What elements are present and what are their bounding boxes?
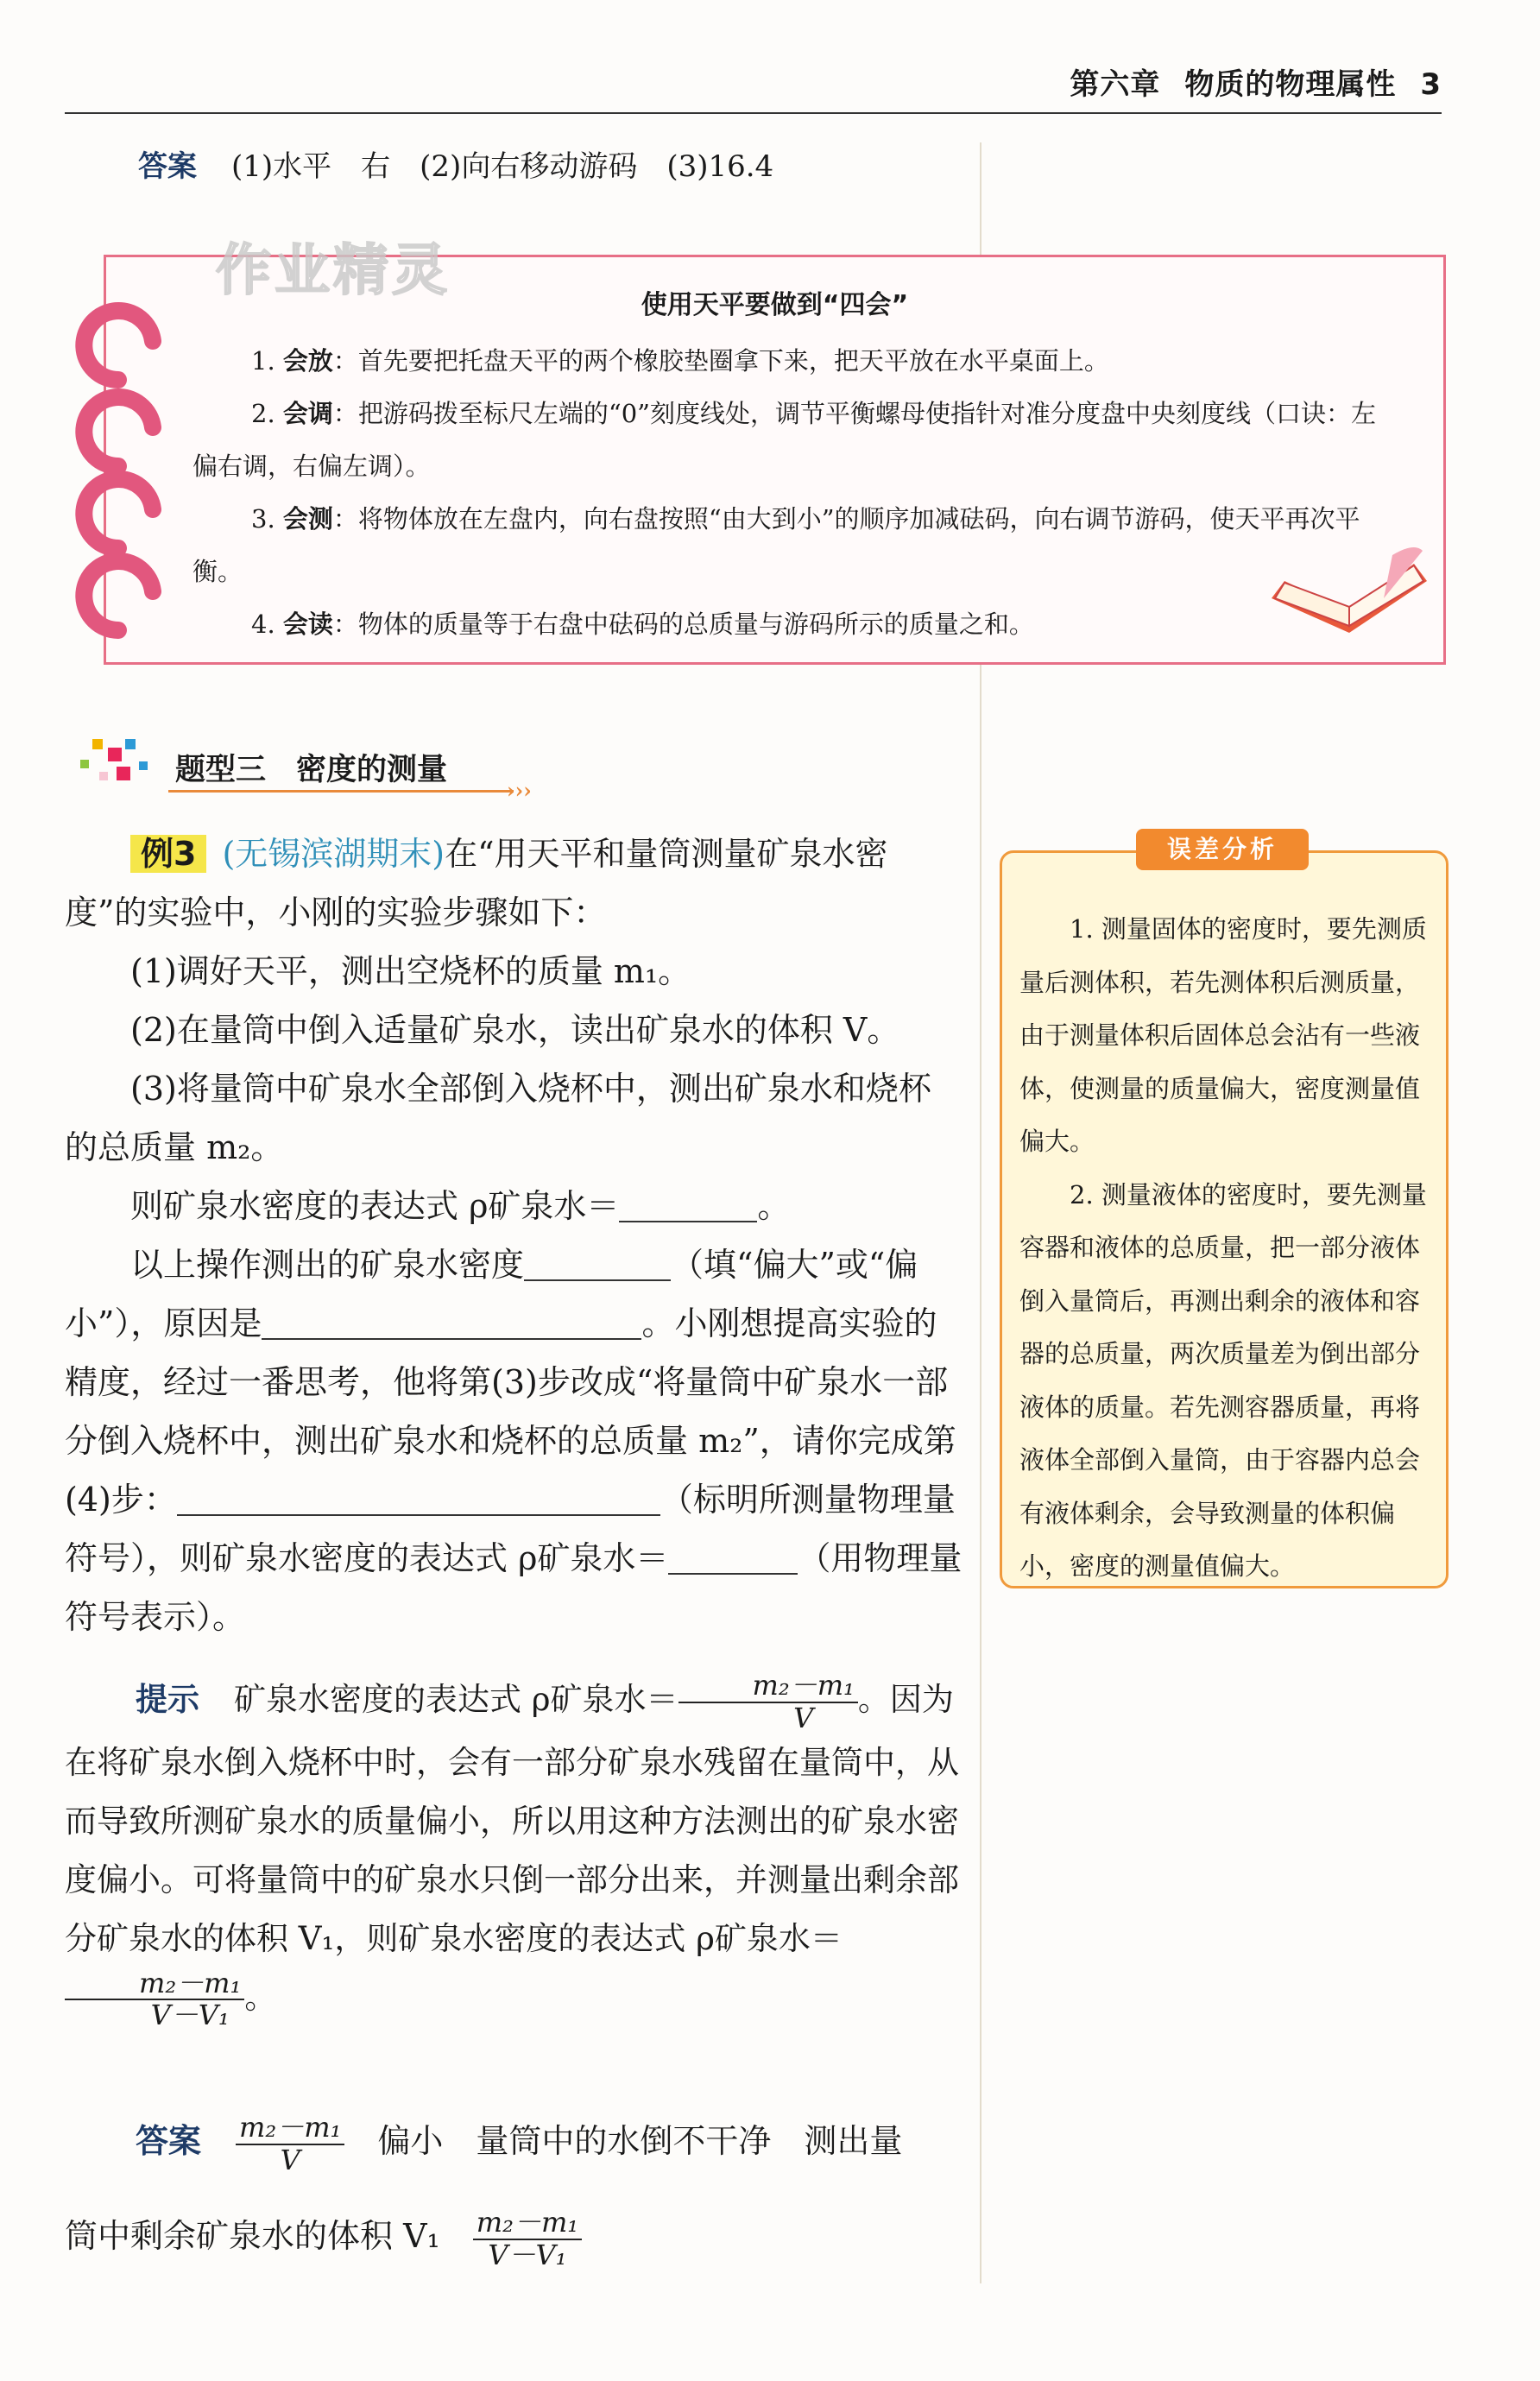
example-intro-text: 在“用天平和量筒测量矿泉水密度”的实验中，小刚的实验步骤如下： xyxy=(65,835,888,932)
q2-text: 以上操作测出的矿泉水密度 xyxy=(130,1246,525,1284)
formula-numerator: m₂－m₁ xyxy=(236,2113,344,2144)
formula-numerator: m₂－m₁ xyxy=(473,2207,582,2239)
q2-text: （填“偏大”或“偏小”），原因是 xyxy=(65,1246,918,1342)
page-header xyxy=(65,54,1442,114)
example-3 xyxy=(65,824,962,1646)
open-book-icon xyxy=(1263,546,1436,659)
tip-item xyxy=(192,388,1392,493)
tip-item xyxy=(192,493,1392,598)
example-step: (2)在量筒中倒入适量矿泉水，读出矿泉水的体积 V。 xyxy=(130,1011,900,1049)
formula-denominator: V xyxy=(280,2143,300,2176)
q1-text: 则矿泉水密度的表达式 ρ矿泉水＝ xyxy=(130,1187,620,1225)
hint-text: 。 xyxy=(244,1978,277,2016)
answer-text: (1)水平 右 (2)向右移动游码 (3)16.4 xyxy=(231,149,774,184)
tip-text: ：将物体放在左盘内，向右盘按照“由大到小”的顺序加减砝码，向右调节游码，使天平再次平衡。 xyxy=(192,504,1360,586)
q2-text: （标明所测量物理量符号），则矿泉水密度的表达式 ρ矿泉水＝ xyxy=(65,1481,956,1577)
example-step: (3)将量筒中矿泉水全部倒入烧杯中，测出矿泉水和烧杯的总质量 m₂。 xyxy=(65,1070,931,1166)
hint xyxy=(65,1670,971,2030)
hint-text: 矿泉水密度的表达式 ρ矿泉水＝ xyxy=(234,1681,678,1718)
binder-ring-icon xyxy=(62,544,164,646)
answer-blank[interactable] xyxy=(524,1245,671,1281)
tip-num: 2. xyxy=(251,399,275,428)
chapter-label: 第六章 xyxy=(1070,67,1161,102)
q1-end: 。 xyxy=(757,1187,791,1225)
q2-text: （用物理量符号表示）。 xyxy=(65,1539,962,1636)
section-underline xyxy=(168,790,514,793)
question-2 xyxy=(65,1235,962,1646)
tip-item xyxy=(192,335,1392,388)
hint-paragraph xyxy=(65,1670,971,2030)
tip-num: 3. xyxy=(251,504,275,534)
watermark: 作业精灵 xyxy=(216,239,451,303)
answer-text: 偏小 量筒中的水倒不干净 测出量 xyxy=(377,2122,903,2160)
tip-keyword: 会测 xyxy=(282,504,333,534)
answer-blank[interactable] xyxy=(619,1186,757,1222)
tip-keyword: 会读 xyxy=(282,609,333,639)
answer-1 xyxy=(138,142,773,185)
tip-keyword: 会调 xyxy=(282,399,333,428)
hint-text: 。因为在将矿泉水倒入烧杯中时，会有一部分矿泉水残留在量筒中，从而导致所测矿泉水的质量偏小，所以用这种方法测出的矿泉水密度偏小。可将量筒中的矿泉水只倒一部分出来，并测量出剩余部分矿泉水的体积 V₁，则矿泉水密度的表达式 ρ矿泉水＝ xyxy=(65,1681,959,1957)
formula-numerator: m₂－m₁ xyxy=(678,1670,858,1702)
page-number: 3 xyxy=(1420,67,1442,102)
tip-keyword: 会放 xyxy=(282,346,333,376)
question-1 xyxy=(65,1177,962,1235)
density-formula xyxy=(678,1670,858,1733)
formula-denominator: V xyxy=(793,1701,814,1734)
header-text xyxy=(1045,60,1442,103)
error-analysis-box xyxy=(1000,835,1448,1588)
example-source: (无锡滨湖期末) xyxy=(222,835,445,873)
tip-title: 使用天平要做到“四会” xyxy=(641,290,909,320)
tip-item xyxy=(192,598,1392,651)
answer-line xyxy=(65,2094,971,2188)
section-arrows: ››› xyxy=(507,778,532,803)
density-formula xyxy=(65,1968,244,2030)
example-intro xyxy=(65,824,962,942)
answer-blank[interactable] xyxy=(262,1304,641,1340)
density-formula xyxy=(236,2113,344,2175)
answer-line xyxy=(65,2188,971,2283)
side-paragraph: 1. 测量固体的密度时，要先测质量后测体积，若先测体积后测质量，由于测量体积后固体总会沾有一些液体，使测量的质量偏大，密度测量值偏大。 xyxy=(1019,914,1427,1156)
formula-numerator: m₂－m₁ xyxy=(65,1968,244,2000)
pixel-decoration-icon xyxy=(65,732,160,793)
header-rule xyxy=(65,112,1442,114)
side-paragraph: 2. 测量液体的密度时，要先测量容器和液体的总质量，把一部分液体倒入量筒后，再测出剩余的液体和容器的总质量，两次质量差为倒出部分液体的质量。若先测容器质量，再将液体全部倒入量筒，由于容器内总会有液体剩余，会导致测量的体积偏小，密度的测量值偏大。 xyxy=(1019,1179,1427,1581)
density-formula xyxy=(473,2207,582,2270)
example-step: (1)调好天平，测出空烧杯的质量 m₁。 xyxy=(130,952,691,990)
answer-blank[interactable] xyxy=(177,1480,660,1516)
tip-text: ：把游码拨至标尺左端的“0”刻度线处，调节平衡螺母使指针对准分度盘中央刻度线（口诀：左偏右调，右偏左调）。 xyxy=(192,399,1377,481)
answer-label: 答案 xyxy=(138,149,197,184)
side-tag: 误差分析 xyxy=(1136,829,1309,870)
tip-box xyxy=(104,255,1446,665)
side-text xyxy=(1019,903,1430,1594)
answer-blank[interactable] xyxy=(668,1538,798,1575)
tip-num: 4. xyxy=(251,609,275,639)
answer-label: 答案 xyxy=(136,2122,202,2160)
answer-text: 筒中剩余矿泉水的体积 V₁ xyxy=(65,2217,440,2255)
answer-2 xyxy=(65,2094,971,2283)
tip-text: ：首先要把托盘天平的两个橡胶垫圈拿下来，把天平放在水平桌面上。 xyxy=(332,346,1109,376)
section-heading xyxy=(65,725,574,803)
q2-text: 。小刚想提高实验的精度，经过一番思考，他将第(3)步改成“将量筒中矿泉水一部分倒入烧杯中，测出矿泉水和烧杯的总质量 m₂”，请你完成第(4)步： xyxy=(65,1304,956,1519)
chapter-title: 物质的物理属性 xyxy=(1184,67,1397,102)
formula-denominator: V－V₁ xyxy=(150,1999,230,2032)
tip-list xyxy=(192,335,1392,651)
section-title: 题型三 密度的测量 xyxy=(175,753,448,787)
hint-label: 提示 xyxy=(136,1681,199,1718)
example-label: 例3 xyxy=(130,835,206,873)
tip-text: ：物体的质量等于右盘中砝码的总质量与游码所示的质量之和。 xyxy=(332,609,1034,639)
tip-num: 1. xyxy=(251,346,275,376)
formula-denominator: V－V₁ xyxy=(488,2238,567,2271)
